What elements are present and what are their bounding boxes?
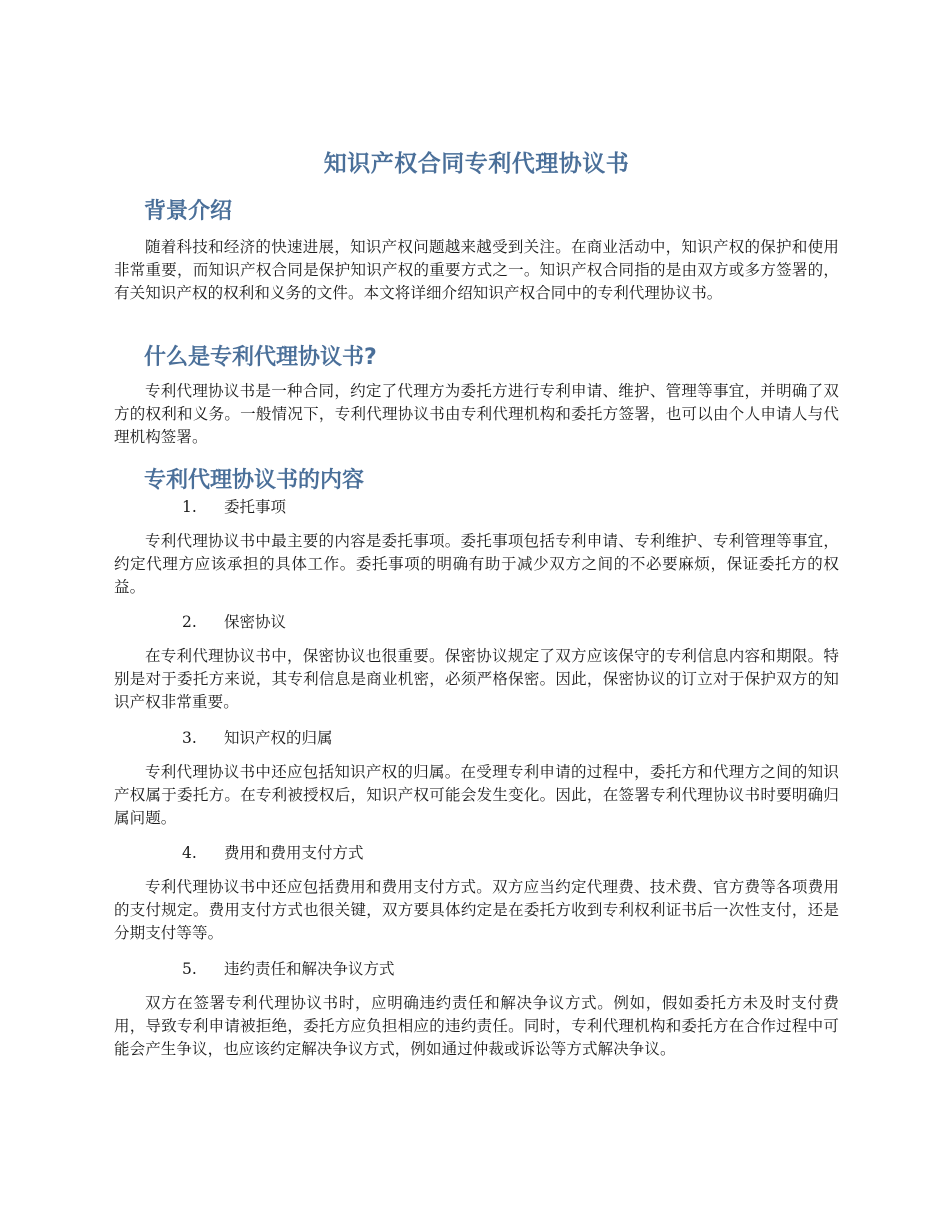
list-item-label: 知识产权的归属 — [224, 729, 333, 747]
list-item-label: 费用和费用支付方式 — [224, 844, 364, 862]
list-item-5 — [182, 958, 395, 981]
paragraph-item-2: 在专利代理协议书中，保密协议也很重要。保密协议规定了双方应该保守的专利信息内容和期限。特别是对于委托方来说，其专利信息是商业机密，必须严格保密。因此，保密协议的订立对于保护双方的知识产权非常重要。 — [114, 647, 839, 711]
list-item-label: 违约责任和解决争议方式 — [224, 960, 395, 978]
section-heading-background: 背景介绍 — [144, 199, 233, 224]
paragraph-item-5: 双方在签署专利代理协议书时，应明确违约责任和解决争议方式。例如，假如委托方未及时支付费用，导致专利申请被拒绝，委托方应负担相应的违约责任。同时，专利代理机构和委托方在合作过程中可能会产生争议，也应该约定解决争议方式，例如通过仲裁或诉讼等方式解决争议。 — [114, 994, 839, 1058]
list-item-number: 5. — [182, 960, 197, 978]
list-item-4 — [182, 842, 364, 865]
paragraph-item-1: 专利代理协议书中最主要的内容是委托事项。委托事项包括专利申请、专利维护、专利管理等事宜，约定代理方应该承担的具体工作。委托事项的明确有助于减少双方之间的不必要麻烦，保证委托方的权益。 — [114, 532, 839, 596]
list-item-1 — [182, 496, 286, 519]
list-item-label: 保密协议 — [224, 613, 287, 631]
list-item-number: 4. — [182, 844, 197, 862]
list-item-3 — [182, 727, 333, 750]
list-item-number: 1. — [182, 498, 197, 516]
section-heading-contents: 专利代理协议书的内容 — [144, 468, 365, 493]
paragraph-what-is: 专利代理协议书是一种合同，约定了代理方为委托方进行专利申请、维护、管理等事宜，并明确了双方的权利和义务。一般情况下，专利代理协议书由专利代理机构和委托方签署，也可以由个人申请人与代理机构签署。 — [114, 382, 839, 446]
paragraph-item-3: 专利代理协议书中还应包括知识产权的归属。在受理专利申请的过程中，委托方和代理方之间的知识产权属于委托方。在专利被授权后，知识产权可能会发生变化。因此，在签署专利代理协议书时要明确归属问题。 — [114, 763, 839, 827]
list-item-label: 委托事项 — [224, 498, 287, 516]
list-item-2 — [182, 611, 286, 634]
document-title: 知识产权合同专利代理协议书 — [323, 151, 630, 177]
list-item-number: 2. — [182, 613, 197, 631]
list-item-number: 3. — [182, 729, 197, 747]
paragraph-background: 随着科技和经济的快速进展，知识产权问题越来越受到关注。在商业活动中，知识产权的保护和使用非常重要，而知识产权合同是保护知识产权的重要方式之一。知识产权合同指的是由双方或多方签署的，有关知识产权的权利和义务的文件。本文将详细介绍知识产权合同中的专利代理协议书。 — [114, 238, 839, 302]
paragraph-item-4: 专利代理协议书中还应包括费用和费用支付方式。双方应当约定代理费、技术费、官方费等各项费用的支付规定。费用支付方式也很关键，双方要具体约定是在委托方收到专利权利证书后一次性支付，还是分期支付等等。 — [114, 878, 839, 942]
section-heading-what-is: 什么是专利代理协议书? — [144, 345, 377, 370]
